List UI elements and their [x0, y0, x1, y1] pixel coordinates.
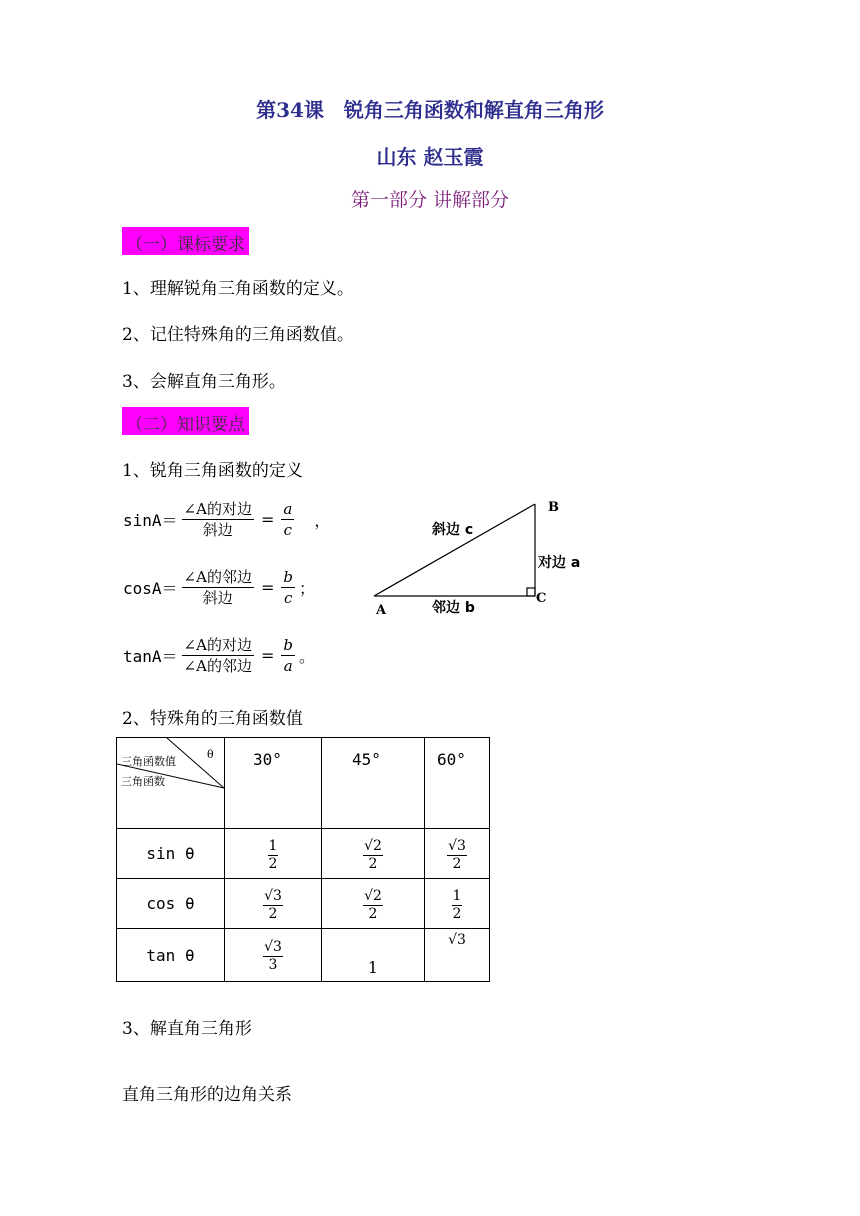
list-item: 2、记住特殊角的三角函数值。 [122, 325, 354, 345]
list-item: 3、会解直角三角形。 [122, 372, 286, 392]
tan-ratio-words [182, 636, 254, 675]
tan-letter-numerator: b [283, 636, 293, 654]
cell-cos-45: $\frac{√2}{2}$ [322, 879, 425, 929]
section-tag-key-points: （二）知识要点 [122, 407, 249, 435]
cos-letter-denominator: c [283, 589, 293, 607]
cell-cos-60: $\frac{1}{2}$ [425, 879, 490, 929]
right-angle-mark [527, 588, 535, 596]
special-angle-table [116, 737, 490, 982]
page-title: 第34课 锐角三角函数和解直角三角形 [256, 98, 604, 122]
tan-ratio-letters [281, 636, 295, 675]
section-tag-standards: （一）课标要求 [122, 227, 249, 255]
table-corner-cell [117, 738, 225, 829]
row-label-tan: tan θ [117, 929, 225, 982]
header-60: 60° [425, 738, 490, 829]
hypotenuse-label: 斜边 c [432, 522, 474, 538]
cell-sin-45: $\frac{√2}{2}$ [322, 829, 425, 879]
row-label-sin: sin θ [117, 829, 225, 879]
sin-word-denominator: 斜边 [202, 521, 233, 539]
tan-word-denominator: ∠A的邻边 [183, 657, 252, 675]
subheading-definition: 1、锐角三角函数的定义 [122, 461, 303, 481]
cos-ratio-letters [281, 568, 295, 607]
cell-tan-60: √3 [425, 929, 490, 982]
corner-top-label: 三角函数值 [121, 755, 176, 768]
sin-lhs: sinA＝ [123, 511, 178, 530]
right-triangle-diagram [360, 492, 600, 622]
subheading-special-angles: 2、特殊角的三角函数值 [122, 709, 303, 729]
sin-tail: ， [298, 511, 331, 530]
author: 山东 赵玉霞 [376, 145, 484, 169]
sin-ratio-words [182, 500, 254, 539]
header-45: 45° [322, 738, 425, 829]
sin-formula: sinA＝ $\frac{\text{∠A的对边}}{\text{斜边}}$ = $\frac{a}{c}$ ， [123, 500, 331, 539]
corner-theta-label: θ [207, 748, 214, 761]
cos-ratio-words [182, 568, 254, 607]
opposite-label: 对边 a [538, 555, 581, 571]
corner-bottom-label: 三角函数 [121, 775, 165, 788]
cell-sin-30: $\frac{1}{2}$ [225, 829, 322, 879]
cos-formula: cosA＝ $\frac{\text{∠A的邻边}}{\text{斜边}}$ = $\frac{b}{c}$ ； [123, 568, 315, 607]
cos-lhs: cosA＝ [123, 579, 178, 598]
cos-word-denominator: 斜边 [202, 589, 233, 607]
list-item: 1、理解锐角三角函数的定义。 [122, 279, 354, 299]
sin-word-numerator: ∠A的对边 [183, 500, 252, 518]
tan-lhs: tanA＝ [123, 647, 178, 666]
adjacent-label: 邻边 b [432, 600, 475, 616]
sin-letter-numerator: a [283, 500, 293, 518]
cell-cos-30: $\frac{√3}{2}$ [225, 879, 322, 929]
vertex-a-label: A [376, 603, 387, 618]
tan-tail: 。 [298, 647, 315, 666]
sin-letter-denominator: c [283, 521, 293, 539]
tan-formula: tanA＝ $\frac{\text{∠A的对边}}{\text{∠A的邻边}}$ = $\frac{b}{a}$ 。 [123, 636, 315, 675]
tan-word-numerator: ∠A的对边 [183, 636, 252, 654]
cos-letter-numerator: b [283, 568, 293, 586]
cell-tan-30: $\frac{√3}{3}$ [225, 929, 322, 982]
hypotenuse-line [374, 504, 535, 596]
vertex-c-label: C [536, 591, 547, 606]
part-heading: 第一部分 讲解部分 [350, 189, 510, 211]
cell-tan-45: 1 [322, 929, 425, 982]
cos-word-numerator: ∠A的邻边 [183, 568, 252, 586]
header-30: 30° [225, 738, 322, 829]
row-label-cos: cos θ [117, 879, 225, 929]
subheading-solve-right-triangle: 3、解直角三角形 [122, 1019, 252, 1039]
sin-ratio-letters [281, 500, 294, 539]
cos-tail: ； [298, 579, 315, 598]
vertex-b-label: B [548, 500, 559, 515]
tan-letter-denominator: a [283, 657, 293, 675]
subheading-side-angle-relations: 直角三角形的边角关系 [122, 1085, 292, 1105]
cell-sin-60: $\frac{√3}{2}$ [425, 829, 490, 879]
